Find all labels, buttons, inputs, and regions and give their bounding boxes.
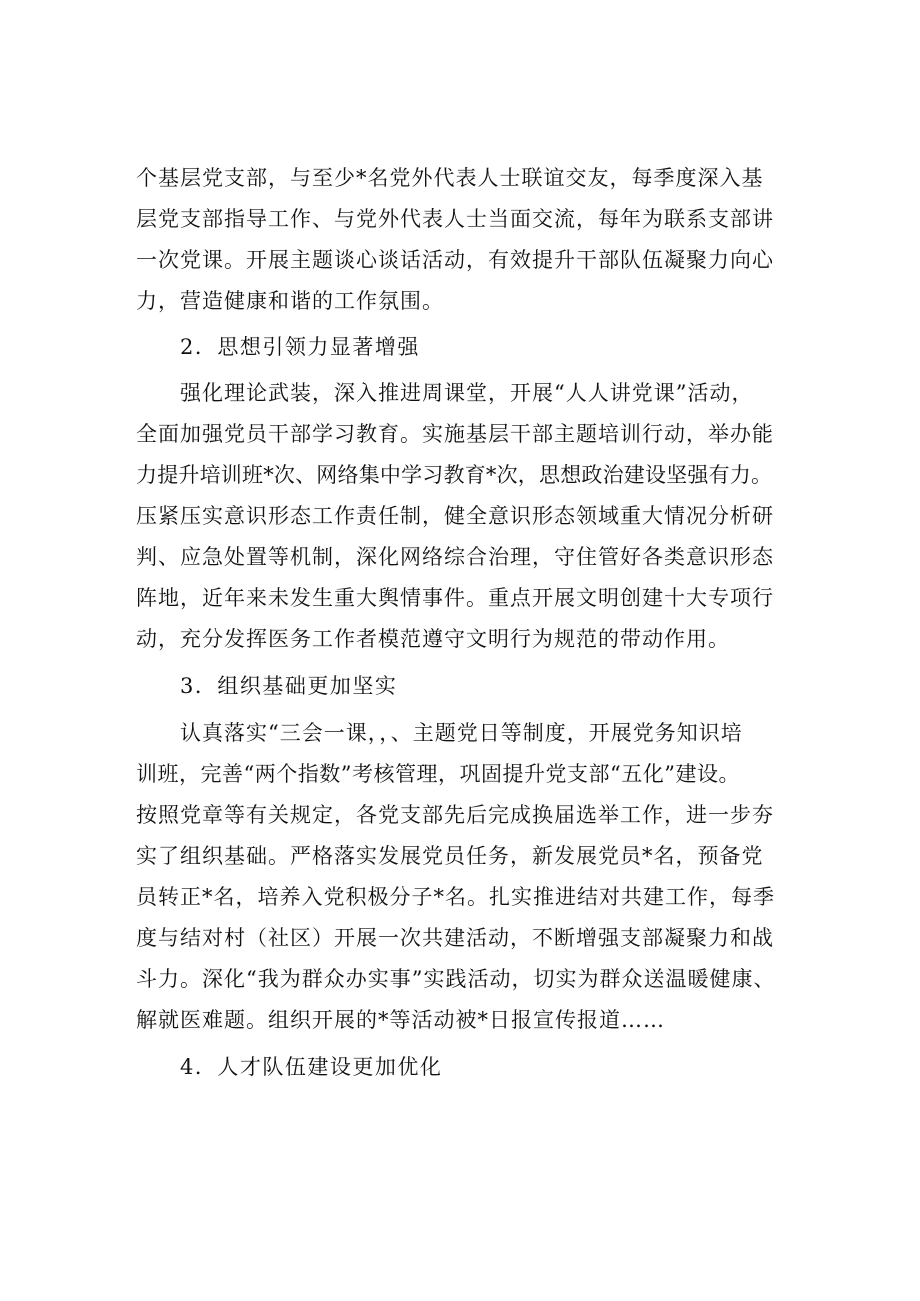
paragraph-3-line-7: 斗力。深化“我为群众办实事”实践活动，切实为群众送温暖健康、 [136, 967, 776, 991]
paragraph-2-line-2: 全面加强党员干部学习教育。实施基层干部主题培训行动，举办能 [136, 422, 774, 446]
paragraph-2-line-4: 压紧压实意识形态工作责任制，健全意识形态领域重大情况分析研 [136, 504, 774, 528]
paragraph-3-line-5: 员转正*名，培养入党积极分子*名。扎实推进结对共建工作，每季 [136, 885, 775, 909]
section-heading-4: 4．人才队伍建设更加优化 [180, 1055, 443, 1079]
paragraph-2-line-7: 动，充分发挥医务工作者模范遵守文明行为规范的带动作用。 [136, 627, 730, 651]
paragraph-2-line-5: 判、应急处置等机制，深化网络综合治理，守住管好各类意识形态 [136, 545, 774, 569]
paragraph-1-line-3: 一次党课。开展主题谈心谈话活动，有效提升干部队伍凝聚力向心 [136, 248, 774, 272]
paragraph-1-line-4: 力，营造健康和谐的工作氛围。 [136, 289, 444, 313]
paragraph-2-line-1: 强化理论武装，深入推进周课堂，开展“人人讲党课”活动， [180, 381, 754, 405]
paragraph-1-line-2: 层党支部指导工作、与党外代表人士当面交流，每年为联系支部讲 [136, 207, 774, 231]
paragraph-3-line-3: 按照党章等有关规定，各党支部先后完成换届选举工作，进一步夯 [136, 803, 774, 827]
section-heading-3: 3．组织基础更加坚实 [180, 674, 398, 698]
paragraph-3-line-2: 训班，完善“两个指数”考核管理，巩固提升党支部“五化”建设。 [136, 762, 740, 786]
paragraph-3-line-1: 认真落实“三会一课，，、主题党日等制度，开展党务知识培 [180, 721, 743, 745]
paragraph-3-line-8: 解就医难题。组织开展的*等活动被*日报宣传报道…… [136, 1008, 665, 1032]
paragraph-3-line-4: 实了组织基础。严格落实发展党员任务，新发展党员*名，预备党 [136, 844, 764, 868]
paragraph-2-line-3: 力提升培训班*次、网络集中学习教育*次，思想政治建设坚强有力。 [136, 463, 773, 487]
paragraph-3-line-6: 度与结对村（社区）开展一次共建活动，不断增强支部凝聚力和战 [136, 926, 774, 950]
paragraph-1-line-1: 个基层党支部，与至少*名党外代表人士联谊交友，每季度深入基 [136, 166, 764, 190]
paragraph-2-line-6: 阵地，近年来未发生重大舆情事件。重点开展文明创建十大专项行 [136, 586, 774, 610]
section-heading-2: 2．思想引领力显著增强 [180, 335, 420, 359]
